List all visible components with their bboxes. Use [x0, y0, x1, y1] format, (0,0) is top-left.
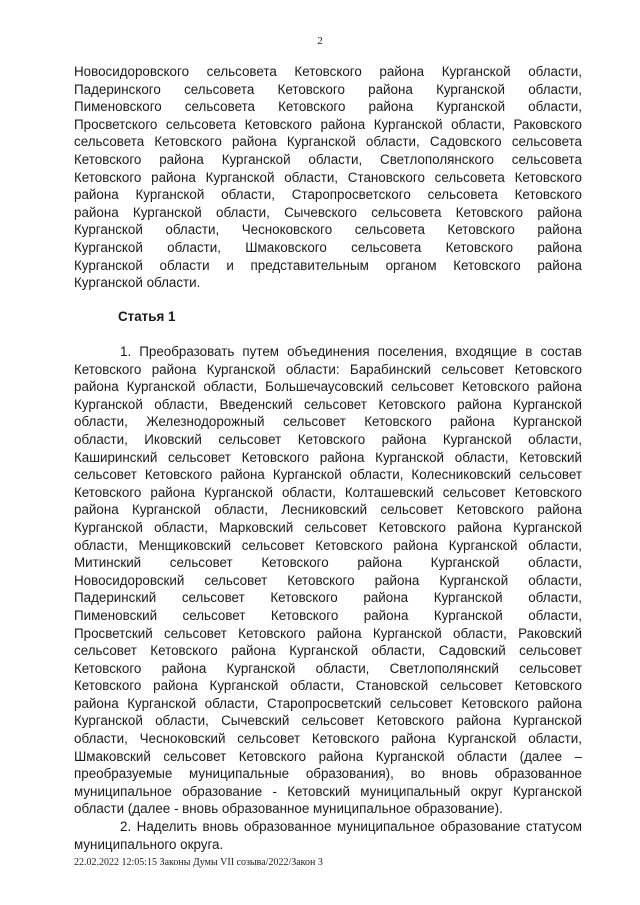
- text-line: Пименовский сельсовет Кетовского района Курганской области,: [74, 607, 582, 623]
- text-line: сельсовет Кетовского района Курганской области, Колесниковский сельсовет: [74, 467, 582, 483]
- text-line: Каширинский сельсовет Кетовского района Курганской области, Кетовский: [74, 449, 582, 465]
- text-line: преобразуемые муниципальные образования), во вновь образованное: [74, 766, 582, 782]
- text-line: Пименовского сельсовета Кетовского района Курганской области,: [74, 99, 582, 115]
- text-line: области, Чесноковский сельсовет Кетовского района Курганской области,: [74, 731, 582, 747]
- text-line: Кетовского района Курганской области, Светлополянского сельсовета: [74, 151, 582, 167]
- text-line: области, Иковский сельсовет Кетовского района Курганской области,: [74, 431, 582, 447]
- article-body: [74, 343, 582, 853]
- text-line: муниципального округа.: [74, 836, 224, 852]
- text-line: муниципальное образование - Кетовский муниципальный округ Курганской: [74, 783, 582, 799]
- text-line: Курганской области, Шмаковского сельсовета Кетовского района: [74, 239, 582, 255]
- text-line: области, Железнодорожный сельсовет Кетовского района Курганской: [74, 414, 582, 430]
- page-number: 2: [317, 35, 323, 47]
- text-line: Кетовского района Курганской области, Становского сельсовета Кетовского: [74, 169, 582, 185]
- text-line: Курганской области и представительным органом Кетовского района: [74, 257, 582, 273]
- document-footer: 22.02.2022 12:05:15 Законы Думы VII созыва/2022/Закон 3: [74, 857, 323, 868]
- text-line: Курганской области, Чесноковского сельсовета Кетовского района: [74, 222, 582, 238]
- text-line: Кетовского района Курганской области, Колташевский сельсовет Кетовского: [74, 484, 582, 500]
- text-line: Курганской области, Марковский сельсовет Кетовского района Курганской: [74, 519, 582, 535]
- text-line: Курганской области, Введенский сельсовет Кетовского района Курганской: [74, 396, 582, 412]
- text-line: области, Менщиковский сельсовет Кетовского района Курганской области,: [74, 537, 582, 553]
- text-line: Кетовского района Курганской области, Становской сельсовет Кетовского: [74, 678, 582, 694]
- text-line: Падеринского сельсовета Кетовского района Курганской области,: [74, 81, 582, 97]
- text-line: Просветский сельсовет Кетовского района Курганской области, Раковский: [74, 625, 582, 641]
- text-line: района Курганской области, Лесниковский сельсовет Кетовского района: [74, 502, 582, 518]
- text-line: Курганской области, Сычевский сельсовет Кетовского района Курганской: [74, 713, 582, 729]
- text-line: 2. Наделить вновь образованное муниципальное образование статусом: [120, 819, 582, 835]
- text-line: сельсовета Кетовского района Курганской области, Садовского сельсовета: [74, 134, 582, 150]
- intro-paragraph: [74, 63, 582, 292]
- text-line: района Курганской области, Старопросветского сельсовета Кетовского: [74, 187, 582, 203]
- text-line: Новосидоровский сельсовет Кетовского района Курганской области,: [74, 572, 582, 588]
- text-line: 1. Преобразовать путем объединения поселения, входящие в состав: [120, 344, 582, 359]
- text-line: Митинский сельсовет Кетовского района Курганской области,: [74, 555, 582, 571]
- text-line: области (далее - вновь образованное муниципальное образование).: [74, 801, 503, 817]
- text-line: сельсовет Кетовского района Курганской области, Садовский сельсовет: [74, 643, 582, 659]
- text-line: района Курганской области, Старопросветский сельсовет Кетовского района: [74, 695, 582, 711]
- text-line: Новосидоровского сельсовета Кетовского района Курганской области,: [74, 64, 582, 79]
- text-line: района Курганской области, Сычевского сельсовета Кетовского района: [74, 204, 582, 220]
- text-line: района Курганской области, Большечаусовский сельсовет Кетовского района: [74, 379, 582, 395]
- text-line: Падеринский сельсовет Кетовского района Курганской области,: [74, 590, 582, 606]
- text-line: Шмаковский сельсовет Кетовского района Курганской области (далее –: [74, 748, 582, 764]
- text-line: Просветского сельсовета Кетовского района Курганской области, Раковского: [74, 116, 582, 132]
- text-line: Курганской области.: [74, 275, 201, 291]
- text-line: Кетовского района Курганской области: Барабинский сельсовет Кетовского: [74, 361, 582, 377]
- text-line: Кетовского района Курганской области, Светлополянский сельсовет: [74, 660, 582, 676]
- article-heading: Статья 1: [118, 309, 176, 324]
